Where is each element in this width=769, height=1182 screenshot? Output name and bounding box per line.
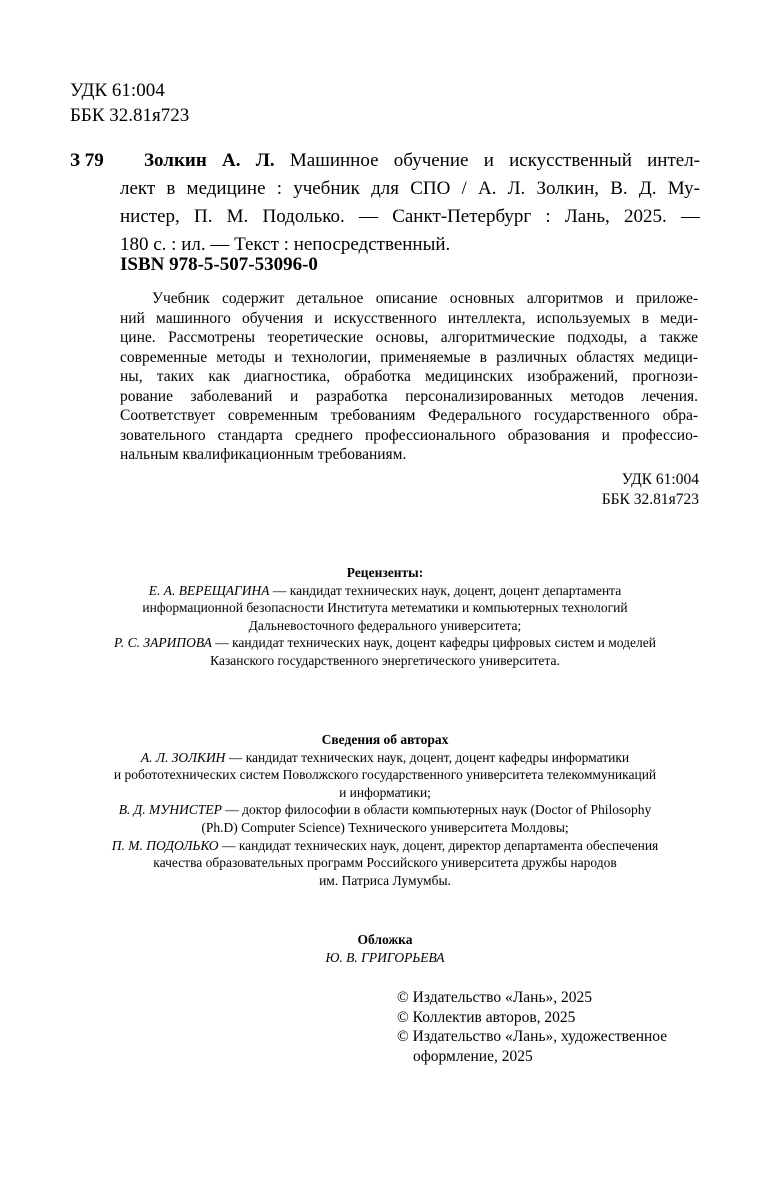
bbk-code: ББК 32.81я723 — [70, 105, 190, 126]
author-3 — [70, 837, 700, 855]
author-1 — [70, 749, 700, 767]
author-name: Золкин А. Л. — [144, 150, 275, 171]
biblio-line-1 — [120, 147, 700, 175]
cover-designer-name: Ю. В. ГРИГОРЬЕВА — [325, 949, 445, 965]
reviewer-1 — [70, 582, 700, 600]
annotation-line: рование заболеваний и разработка персонализированных методов лечения. — [120, 387, 698, 405]
author-2-line-2: (Ph.D) Computer Science) Технического университета Молдовы; — [201, 819, 569, 835]
annotation-line: нальным квалификационным требованиям. — [120, 446, 407, 463]
author-3-line-2: качества образовательных программ Российского университета дружбы народов — [153, 855, 617, 871]
annotation-line: зовательного стандарта среднего профессионального образования и профессио- — [120, 426, 698, 444]
annotation-line: Соответствует современным требованиям Федерального государственного обра- — [120, 407, 698, 424]
title-start: Машинное обучение и искусственный интел- — [289, 150, 701, 171]
authors-heading: Сведения об авторах — [321, 732, 449, 747]
reviewer-2 — [70, 634, 700, 652]
classification-codes-bottom — [602, 470, 699, 509]
annotation — [120, 289, 698, 465]
bibliographic-entry — [120, 147, 700, 259]
bbk-code: ББК 32.81я723 — [601, 490, 699, 508]
author-2 — [70, 801, 700, 819]
reviewers-heading: Рецензенты: — [346, 565, 424, 580]
biblio-line-4: 180 с. : ил. — Текст : непосредственный. — [120, 234, 451, 255]
author-3-credentials: — кандидат технических наук, доцент, директор департамента обеспечения — [218, 837, 659, 853]
author-2-name: В. Д. МУНИСТЕР — [118, 802, 222, 818]
reviewers-section — [70, 564, 700, 670]
author-mark: З 79 — [70, 150, 104, 171]
udk-code: УДК 61:004 — [70, 80, 165, 101]
copyright-line: © Коллектив авторов, 2025 — [397, 1008, 576, 1026]
annotation-line: цине. Рассмотрены теоретические основы, алгоритмические подходы, а также — [120, 329, 698, 346]
copyright-line: оформление, 2025 — [413, 1047, 533, 1065]
bibliographic-record — [70, 147, 700, 259]
reviewer-1-line-3: Дальневосточного федерального университета; — [248, 617, 522, 633]
cover-credit-section — [70, 931, 700, 966]
copyright-block — [397, 988, 667, 1066]
annotation-line: ний машинного обучения и искусственного интеллекта, используемых в меди- — [120, 309, 698, 327]
biblio-line-3: нистер, П. М. Подолько. — Санкт-Петербург : Лань, 2025. — — [120, 206, 700, 227]
author-1-line-3: и информатики; — [339, 784, 431, 800]
reviewer-1-line-2: информационной безопасности Института метематики и компьютерных технологий — [142, 600, 628, 616]
reviewer-2-line-2: Казанского государственного энергетического университета. — [210, 652, 560, 668]
authors-section — [70, 731, 700, 889]
reviewer-2-credentials: — кандидат технических наук, доцент кафедры цифровых систем и моделей — [211, 635, 656, 651]
cover-heading: Обложка — [357, 932, 413, 947]
author-2-credentials: — доктор философии в области компьютерных наук (Doctor of Philosophy — [221, 802, 652, 818]
author-3-name: П. М. ПОДОЛЬКО — [111, 837, 219, 853]
biblio-line-2: лект в медицине : учебник для СПО / А. Л. Золкин, В. Д. Му- — [120, 178, 700, 199]
annotation-line: ны, таких как диагностика, обработка медицинских изображений, прогнози- — [120, 368, 698, 385]
copyright-line: © Издательство «Лань», 2025 — [397, 989, 593, 1006]
udk-code: УДК 61:004 — [621, 471, 699, 488]
reviewer-1-name: Е. А. ВЕРЕЩАГИНА — [148, 582, 270, 598]
copyright-line: © Издательство «Лань», художественное — [397, 1028, 668, 1045]
author-1-credentials: — кандидат технических наук, доцент, доцент кафедры информатики — [225, 749, 630, 765]
reviewer-1-credentials: — кандидат технических наук, доцент, доцент департамента — [269, 582, 622, 598]
annotation-line: Учебник содержит детальное описание основных алгоритмов и приложе- — [152, 290, 698, 307]
author-3-line-3: им. Патриса Лумумбы. — [319, 872, 451, 888]
author-1-name: А. Л. ЗОЛКИН — [140, 749, 226, 765]
reviewer-2-name: Р. С. ЗАРИПОВА — [114, 635, 212, 651]
classification-codes-top — [70, 78, 189, 128]
isbn: ISBN 978-5-507-53096-0 — [120, 254, 318, 275]
author-1-line-2: и робототехнических систем Поволжского государственного университета телекоммуникаций — [113, 767, 657, 783]
annotation-line: современные методы и технологии, применяемые в различных областях медици- — [120, 348, 698, 366]
